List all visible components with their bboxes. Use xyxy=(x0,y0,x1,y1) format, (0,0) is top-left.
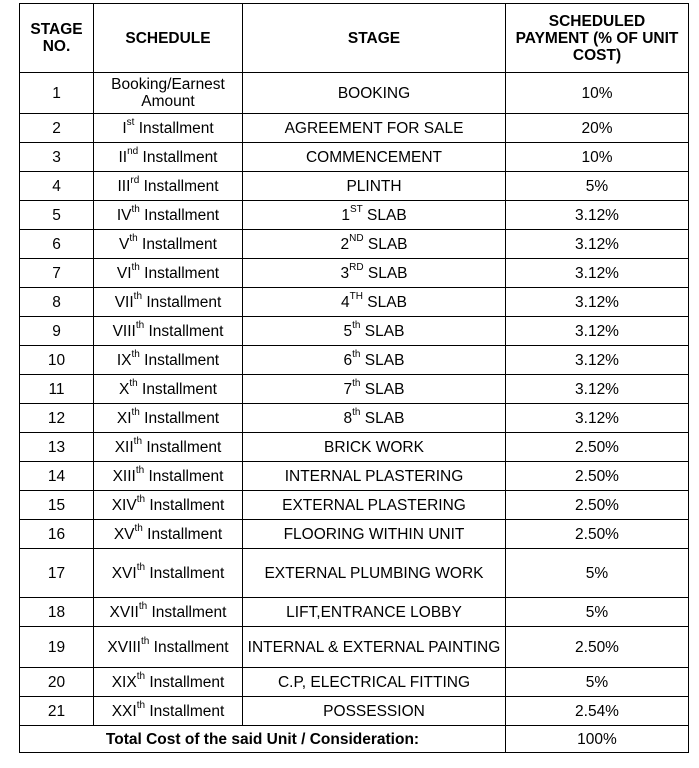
stage-no-cell xyxy=(20,491,94,520)
schedule-suffix: Installment xyxy=(139,351,220,369)
schedule-cell xyxy=(94,433,243,462)
payment-value: 10% xyxy=(581,84,613,102)
schedule-suffix: Installment xyxy=(137,235,217,253)
schedule-suffix: Installment xyxy=(147,603,227,621)
payment-value: 3.12% xyxy=(575,409,619,427)
payment-value: 2.50% xyxy=(575,467,619,485)
stage-text: POSSESSION xyxy=(323,702,425,720)
stage-suffix: SLAB xyxy=(363,264,408,282)
schedule-ordinal: th xyxy=(131,407,140,419)
stage-no-cell xyxy=(20,73,94,114)
schedule-text: XIII xyxy=(112,467,136,485)
table-row xyxy=(20,404,689,433)
schedule-suffix: Installment xyxy=(142,525,223,543)
stage-cell xyxy=(243,143,506,172)
payment-cell xyxy=(506,462,689,491)
schedule-suffix: Installment xyxy=(139,409,220,427)
payment-value: 2.50% xyxy=(575,496,619,514)
schedule-text: XIV xyxy=(111,496,137,514)
schedule-cell xyxy=(94,549,243,598)
header-stage-no: STAGE NO. xyxy=(20,4,94,73)
schedule-cell xyxy=(94,668,243,697)
stage-ordinal: ND xyxy=(349,233,364,245)
stage-suffix: SLAB xyxy=(363,235,408,253)
schedule-cell xyxy=(94,201,243,230)
stage-text: 3 xyxy=(340,264,350,282)
stage-cell xyxy=(243,317,506,346)
stage-no-cell xyxy=(20,143,94,172)
payment-cell xyxy=(506,201,689,230)
schedule-cell xyxy=(94,259,243,288)
payment-cell xyxy=(506,433,689,462)
stage-no: 18 xyxy=(47,603,66,621)
total-value: 100% xyxy=(506,726,689,753)
schedule-ordinal: th xyxy=(131,349,140,361)
stage-cell xyxy=(243,375,506,404)
schedule-cell xyxy=(94,73,243,114)
stage-cell xyxy=(243,73,506,114)
stage-no-cell xyxy=(20,288,94,317)
stage-no-cell xyxy=(20,317,94,346)
payment-value: 3.12% xyxy=(575,322,619,340)
schedule-suffix: Installment xyxy=(139,264,220,282)
table-row xyxy=(20,201,689,230)
schedule-cell xyxy=(94,288,243,317)
stage-ordinal: th xyxy=(352,378,361,390)
stage-no: 4 xyxy=(52,177,61,195)
header-schedule: SCHEDULE xyxy=(94,4,243,73)
stage-text: AGREEMENT FOR SALE xyxy=(284,119,464,137)
schedule-ordinal: th xyxy=(133,436,143,448)
payment-cell xyxy=(506,172,689,201)
stage-ordinal: th xyxy=(352,349,361,361)
schedule-ordinal: th xyxy=(135,320,145,332)
stage-text: PLINTH xyxy=(346,177,402,195)
schedule-ordinal: st xyxy=(126,117,135,129)
stage-suffix: SLAB xyxy=(360,322,405,340)
schedule-text: II xyxy=(118,148,128,166)
stage-no-cell xyxy=(20,404,94,433)
stage-no-cell xyxy=(20,627,94,668)
table-row xyxy=(20,668,689,697)
schedule-suffix: Installment xyxy=(139,206,220,224)
schedule-cell xyxy=(94,317,243,346)
stage-no: 15 xyxy=(47,496,66,514)
stage-no: 1 xyxy=(52,84,61,102)
schedule-suffix: Installment xyxy=(145,673,225,691)
stage-text: EXTERNAL PLASTERING xyxy=(282,496,466,514)
stage-text: C.P, ELECTRICAL FITTING xyxy=(277,673,471,691)
payment-cell xyxy=(506,288,689,317)
schedule-text: IX xyxy=(116,351,132,369)
stage-no-cell xyxy=(20,346,94,375)
stage-ordinal: th xyxy=(352,320,361,332)
stage-suffix: SLAB xyxy=(360,380,405,398)
stage-no: 17 xyxy=(47,564,66,582)
schedule-cell xyxy=(94,598,243,627)
payment-cell xyxy=(506,230,689,259)
stage-no: 7 xyxy=(52,264,61,282)
schedule-text: XV xyxy=(113,525,135,543)
stage-cell xyxy=(243,433,506,462)
payment-cell xyxy=(506,549,689,598)
schedule-ordinal: th xyxy=(136,671,146,683)
schedule-ordinal: th xyxy=(138,601,148,613)
schedule-suffix: Installment xyxy=(144,322,224,340)
table-row xyxy=(20,375,689,404)
schedule-suffix: Installment xyxy=(145,564,225,582)
stage-cell xyxy=(243,230,506,259)
stage-cell xyxy=(243,288,506,317)
stage-no: 9 xyxy=(52,322,61,340)
stage-text: 7 xyxy=(343,380,353,398)
stage-text: FLOORING WITHIN UNIT xyxy=(283,525,465,543)
schedule-text: V xyxy=(119,235,130,253)
stage-text: 6 xyxy=(343,351,353,369)
stage-no: 5 xyxy=(52,206,61,224)
payment-cell xyxy=(506,491,689,520)
payment-cell xyxy=(506,317,689,346)
stage-suffix: SLAB xyxy=(363,293,407,311)
schedule-text: VIII xyxy=(112,322,136,340)
stage-text: 2 xyxy=(340,235,350,253)
payment-cell xyxy=(506,520,689,549)
stage-cell xyxy=(243,668,506,697)
schedule-ordinal: th xyxy=(136,562,146,574)
stage-cell xyxy=(243,491,506,520)
stage-no: 10 xyxy=(47,351,66,369)
table-row xyxy=(20,491,689,520)
payment-cell xyxy=(506,259,689,288)
schedule-cell xyxy=(94,627,243,668)
schedule-cell xyxy=(94,375,243,404)
payment-cell xyxy=(506,346,689,375)
schedule-suffix: Installment xyxy=(145,702,225,720)
table-row xyxy=(20,73,689,114)
stage-cell xyxy=(243,549,506,598)
table-row xyxy=(20,230,689,259)
stage-text: BOOKING xyxy=(337,84,411,102)
payment-cell xyxy=(506,627,689,668)
stage-ordinal: RD xyxy=(349,262,364,274)
payment-cell xyxy=(506,668,689,697)
stage-no: 16 xyxy=(47,525,66,543)
stage-no: 8 xyxy=(52,293,61,311)
schedule-text: VII xyxy=(114,293,134,311)
table-row xyxy=(20,697,689,726)
stage-no-cell xyxy=(20,114,94,143)
stage-no-cell xyxy=(20,375,94,404)
schedule-text: XVIII xyxy=(107,638,141,656)
schedule-ordinal: th xyxy=(131,262,140,274)
payment-value: 2.54% xyxy=(575,702,619,720)
payment-value: 5% xyxy=(585,177,609,195)
schedule-ordinal: th xyxy=(131,204,140,216)
header-stage: STAGE xyxy=(243,4,506,73)
schedule-suffix: Installment xyxy=(145,496,225,514)
stage-no: 19 xyxy=(47,638,66,656)
payment-cell xyxy=(506,598,689,627)
payment-value: 3.12% xyxy=(575,206,619,224)
schedule-ordinal: th xyxy=(129,233,138,245)
payment-schedule xyxy=(19,3,688,753)
schedule-text: I xyxy=(122,119,127,137)
table-row xyxy=(20,317,689,346)
payment-value: 10% xyxy=(581,148,613,166)
schedule-ordinal: th xyxy=(133,291,143,303)
schedule-text: XI xyxy=(116,409,132,427)
stage-no-cell xyxy=(20,433,94,462)
payment-value: 3.12% xyxy=(575,380,619,398)
schedule-text: XXI xyxy=(111,702,137,720)
stage-suffix: SLAB xyxy=(360,351,405,369)
schedule-suffix: Installment xyxy=(137,380,217,398)
schedule-ordinal: th xyxy=(134,523,143,535)
stage-text: EXTERNAL PLUMBING WORK xyxy=(264,564,484,582)
schedule-cell xyxy=(94,346,243,375)
schedule-text: IV xyxy=(116,206,132,224)
table-row xyxy=(20,627,689,668)
schedule-cell xyxy=(94,404,243,433)
stage-suffix: SLAB xyxy=(362,206,407,224)
stage-cell xyxy=(243,462,506,491)
header-payment: SCHEDULED PAYMENT (% OF UNIT COST) xyxy=(506,4,689,73)
schedule-text: XIX xyxy=(111,673,137,691)
stage-text: 8 xyxy=(343,409,353,427)
stage-ordinal: TH xyxy=(349,291,363,303)
stage-no: 14 xyxy=(47,467,66,485)
payment-value: 3.12% xyxy=(575,235,619,253)
schedule-ordinal: th xyxy=(135,465,145,477)
stage-cell xyxy=(243,404,506,433)
payment-value: 3.12% xyxy=(575,264,619,282)
schedule-text: VI xyxy=(116,264,132,282)
stage-no: 6 xyxy=(52,235,61,253)
stage-no-cell xyxy=(20,549,94,598)
table-row xyxy=(20,172,689,201)
stage-cell xyxy=(243,259,506,288)
payment-cell xyxy=(506,143,689,172)
payment-value: 5% xyxy=(585,564,609,582)
total-label: Total Cost of the said Unit / Consideration: xyxy=(20,726,506,753)
schedule-ordinal: th xyxy=(141,636,150,648)
stage-no: 2 xyxy=(52,119,61,137)
stage-no: 11 xyxy=(48,380,65,398)
table-row xyxy=(20,433,689,462)
stage-text: 5 xyxy=(343,322,353,340)
payment-cell xyxy=(506,697,689,726)
payment-cell xyxy=(506,73,689,114)
schedule-suffix: Installment xyxy=(139,177,219,195)
stage-no-cell xyxy=(20,259,94,288)
stage-no-cell xyxy=(20,668,94,697)
stage-no: 21 xyxy=(47,702,66,720)
stage-no: 12 xyxy=(47,409,66,427)
table-row xyxy=(20,346,689,375)
total-row xyxy=(20,726,689,753)
payment-value: 3.12% xyxy=(575,351,619,369)
schedule-cell xyxy=(94,114,243,143)
stage-cell xyxy=(243,346,506,375)
schedule-ordinal: th xyxy=(136,494,146,506)
schedule-text: XII xyxy=(114,438,134,456)
payment-value: 2.50% xyxy=(575,438,619,456)
payment-value: 3.12% xyxy=(575,293,619,311)
table-row xyxy=(20,114,689,143)
stage-cell xyxy=(243,627,506,668)
stage-no-cell xyxy=(20,172,94,201)
payment-value: 5% xyxy=(585,603,609,621)
stage-no-cell xyxy=(20,697,94,726)
stage-no-cell xyxy=(20,230,94,259)
stage-text: INTERNAL PLASTERING xyxy=(284,467,464,485)
stage-no-cell xyxy=(20,520,94,549)
stage-suffix: SLAB xyxy=(360,409,405,427)
schedule-ordinal: nd xyxy=(127,146,139,158)
schedule-suffix: Installment xyxy=(138,148,218,166)
schedule-text: XVII xyxy=(109,603,139,621)
stage-cell xyxy=(243,520,506,549)
schedule-suffix: Installment xyxy=(144,467,224,485)
payment-value: 20% xyxy=(581,119,613,137)
schedule-suffix: Installment xyxy=(149,638,229,656)
payment-cell xyxy=(506,404,689,433)
schedule-cell xyxy=(94,462,243,491)
schedule-cell xyxy=(94,491,243,520)
schedule-suffix: Installment xyxy=(142,293,222,311)
stage-cell xyxy=(243,201,506,230)
table-row xyxy=(20,598,689,627)
schedule-cell xyxy=(94,143,243,172)
table-row xyxy=(20,288,689,317)
stage-no: 20 xyxy=(47,673,66,691)
stage-ordinal: th xyxy=(352,407,361,419)
schedule-cell xyxy=(94,230,243,259)
payment-cell xyxy=(506,375,689,404)
stage-no: 3 xyxy=(52,148,61,166)
table-row xyxy=(20,259,689,288)
schedule-text: Booking/Earnest Amount xyxy=(111,76,225,110)
stage-cell xyxy=(243,114,506,143)
stage-text: COMMENCEMENT xyxy=(305,148,443,166)
stage-text: 4 xyxy=(341,293,350,311)
payment-value: 5% xyxy=(585,673,609,691)
payment-schedule-table xyxy=(19,3,689,753)
payment-value: 2.50% xyxy=(575,525,619,543)
schedule-cell xyxy=(94,172,243,201)
payment-value: 2.50% xyxy=(575,638,619,656)
schedule-suffix: Installment xyxy=(134,119,214,137)
schedule-ordinal: th xyxy=(129,378,138,390)
stage-ordinal: ST xyxy=(349,204,363,216)
schedule-suffix: Installment xyxy=(142,438,222,456)
stage-cell xyxy=(243,697,506,726)
payment-cell xyxy=(506,114,689,143)
schedule-text: XVI xyxy=(111,564,137,582)
table-row xyxy=(20,143,689,172)
table-row xyxy=(20,520,689,549)
schedule-cell xyxy=(94,697,243,726)
stage-text: LIFT,ENTRANCE LOBBY xyxy=(286,603,462,621)
stage-no-cell xyxy=(20,201,94,230)
stage-no: 13 xyxy=(47,438,66,456)
schedule-text: X xyxy=(119,380,130,398)
schedule-text: III xyxy=(117,177,131,195)
stage-cell xyxy=(243,172,506,201)
schedule-cell xyxy=(94,520,243,549)
table-header-row xyxy=(20,4,689,73)
schedule-ordinal: th xyxy=(136,700,146,712)
stage-text: 1 xyxy=(341,206,350,224)
schedule-ordinal: rd xyxy=(130,175,140,187)
stage-text: INTERNAL & EXTERNAL PAINTING xyxy=(247,638,501,656)
table-row xyxy=(20,549,689,598)
stage-text: BRICK WORK xyxy=(324,438,424,456)
stage-no-cell xyxy=(20,598,94,627)
stage-cell xyxy=(243,598,506,627)
table-row xyxy=(20,462,689,491)
stage-no-cell xyxy=(20,462,94,491)
